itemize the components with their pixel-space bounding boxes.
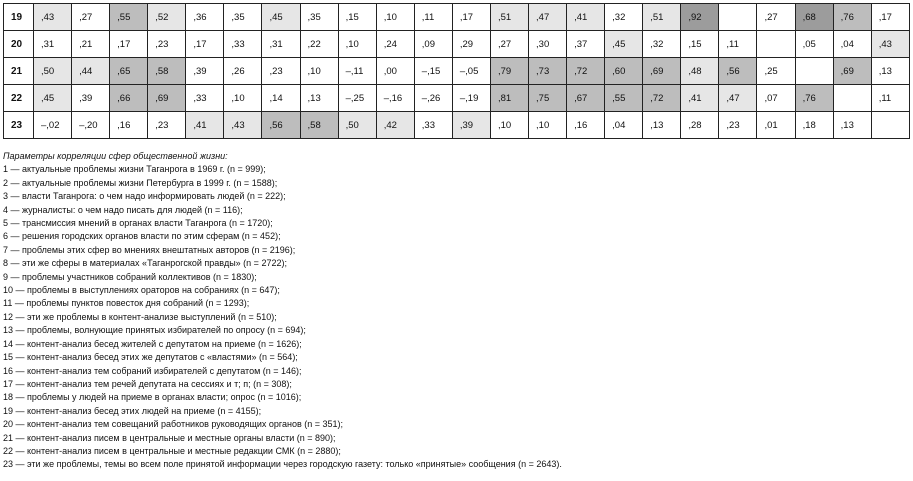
table-cell: ,23 xyxy=(148,31,186,58)
table-cell: ,72 xyxy=(643,85,681,112)
row-label: 20 xyxy=(4,31,34,58)
table-cell: ,35 xyxy=(300,4,338,31)
legend-item: 13 — проблемы, волнующие принятых избирателей по опросу (n = 694); xyxy=(3,325,306,336)
table-cell: ,73 xyxy=(529,58,567,85)
table-cell: ,92 xyxy=(681,4,719,31)
legend-item: 7 — проблемы этих сфер во мнениях внештатных авторов (n = 2196); xyxy=(3,244,296,255)
table-cell: ,31 xyxy=(262,31,300,58)
legend-item: 10 — проблемы в выступлениях ораторов на собраниях (n = 647); xyxy=(3,285,280,296)
table-cell: ,45 xyxy=(605,31,643,58)
table-cell: ,27 xyxy=(490,31,528,58)
table-row xyxy=(4,58,910,85)
table-cell: ,47 xyxy=(719,85,757,112)
row-label: 23 xyxy=(4,112,34,139)
table-cell: –,25 xyxy=(338,85,376,112)
table-cell: ,10 xyxy=(490,112,528,139)
table-cell: ,07 xyxy=(757,85,795,112)
table-cell: ,37 xyxy=(567,31,605,58)
table-cell: ,76 xyxy=(795,85,833,112)
table-cell: ,16 xyxy=(567,112,605,139)
table-cell: ,66 xyxy=(110,85,148,112)
table-cell: ,13 xyxy=(833,112,871,139)
table-cell: ,33 xyxy=(414,112,452,139)
table-cell: ,26 xyxy=(224,58,262,85)
table-cell: ,04 xyxy=(605,112,643,139)
table-cell: ,25 xyxy=(757,58,795,85)
table-cell: ,23 xyxy=(719,112,757,139)
table-cell: ,24 xyxy=(376,31,414,58)
table-cell: ,41 xyxy=(681,85,719,112)
table-cell: ,56 xyxy=(262,112,300,139)
table-row xyxy=(4,31,910,58)
table-cell: ,50 xyxy=(34,58,72,85)
table-cell: ,27 xyxy=(72,4,110,31)
table-cell: –,02 xyxy=(34,112,72,139)
table-cell: –,05 xyxy=(452,58,490,85)
table-cell: ,42 xyxy=(376,112,414,139)
table-cell: ,11 xyxy=(871,85,909,112)
legend xyxy=(3,150,908,472)
legend-item: 23 — эти же проблемы, темы во всем поле принятой информации через городскую газету: только «принятые» сообщения (n = 2643). xyxy=(3,459,562,470)
table-cell: ,11 xyxy=(414,4,452,31)
table-row xyxy=(4,4,910,31)
table-cell: ,75 xyxy=(529,85,567,112)
table-row xyxy=(4,85,910,112)
table-cell: ,01 xyxy=(757,112,795,139)
table-cell: ,72 xyxy=(567,58,605,85)
table-cell xyxy=(795,58,833,85)
table-cell: ,58 xyxy=(300,112,338,139)
table-cell: ,39 xyxy=(72,85,110,112)
legend-item: 6 — решения городских органов власти по этим сферам (n = 452); xyxy=(3,231,281,242)
legend-item: 12 — эти же проблемы в контент-анализе выступлений (n = 510); xyxy=(3,311,277,322)
table-cell: ,17 xyxy=(452,4,490,31)
legend-item: 22 — контент-анализ писем в центральные и местные редакции СМК (n = 2880); xyxy=(3,445,341,456)
table-cell: ,43 xyxy=(871,31,909,58)
table-cell: ,56 xyxy=(719,58,757,85)
table-cell: ,69 xyxy=(148,85,186,112)
table-cell: –,20 xyxy=(72,112,110,139)
table-cell xyxy=(719,4,757,31)
table-cell: ,10 xyxy=(376,4,414,31)
table-cell: ,76 xyxy=(833,4,871,31)
table-cell: ,28 xyxy=(681,112,719,139)
table-cell: ,44 xyxy=(72,58,110,85)
table-cell: ,32 xyxy=(643,31,681,58)
table-cell: ,27 xyxy=(757,4,795,31)
table-cell: ,10 xyxy=(224,85,262,112)
correlation-table xyxy=(3,3,910,139)
table-cell: ,00 xyxy=(376,58,414,85)
table-cell xyxy=(871,112,909,139)
legend-item: 11 — проблемы пунктов повесток дня собраний (n = 1293); xyxy=(3,298,250,309)
table-cell: ,17 xyxy=(871,4,909,31)
table-cell: ,05 xyxy=(795,31,833,58)
legend-item: 21 — контент-анализ писем в центральные и местные органы власти (n = 890); xyxy=(3,432,336,443)
table-cell: ,04 xyxy=(833,31,871,58)
table-cell: ,45 xyxy=(262,4,300,31)
table-cell: ,69 xyxy=(833,58,871,85)
table-cell: ,11 xyxy=(719,31,757,58)
table-cell: –,11 xyxy=(338,58,376,85)
table-cell: ,15 xyxy=(338,4,376,31)
table-cell: –,16 xyxy=(376,85,414,112)
table-cell: ,52 xyxy=(148,4,186,31)
table-cell: ,47 xyxy=(529,4,567,31)
table-cell: ,45 xyxy=(34,85,72,112)
table-cell: ,23 xyxy=(262,58,300,85)
table-cell: ,51 xyxy=(643,4,681,31)
table-cell: ,43 xyxy=(224,112,262,139)
table-cell: ,39 xyxy=(186,58,224,85)
legend-item: 1 — актуальные проблемы жизни Таганрога в 1969 г. (n = 999); xyxy=(3,164,266,175)
table-cell: ,13 xyxy=(871,58,909,85)
table-cell: –,26 xyxy=(414,85,452,112)
table-cell: ,22 xyxy=(300,31,338,58)
table-cell: ,10 xyxy=(300,58,338,85)
legend-item: 20 — контент-анализ тем совещаний работников руководящих органов (n = 351); xyxy=(3,419,344,430)
table-cell: ,29 xyxy=(452,31,490,58)
table-cell: ,41 xyxy=(567,4,605,31)
table-row xyxy=(4,112,910,139)
table-cell: ,10 xyxy=(529,112,567,139)
legend-item: 4 — журналисты: о чем надо писать для людей (n = 116); xyxy=(3,204,243,215)
table-cell: ,69 xyxy=(643,58,681,85)
table-cell: ,17 xyxy=(110,31,148,58)
table-cell: ,35 xyxy=(224,4,262,31)
legend-title: Параметры корреляции сфер общественной жизни: xyxy=(3,151,228,161)
table-cell: ,17 xyxy=(186,31,224,58)
table-cell: ,48 xyxy=(681,58,719,85)
table-cell: ,68 xyxy=(795,4,833,31)
legend-item: 3 — власти Таганрога: о чем надо информировать людей (n = 222); xyxy=(3,191,286,202)
table-cell xyxy=(833,85,871,112)
table-cell: ,60 xyxy=(605,58,643,85)
legend-item: 9 — проблемы участников собраний коллективов (n = 1830); xyxy=(3,271,257,282)
table-cell: ,13 xyxy=(300,85,338,112)
table-cell: –,19 xyxy=(452,85,490,112)
legend-item: 14 — контент-анализ бесед жителей с депутатом на приеме (n = 1626); xyxy=(3,338,302,349)
table-cell: ,10 xyxy=(338,31,376,58)
table-cell xyxy=(757,31,795,58)
row-label: 19 xyxy=(4,4,34,31)
table-cell: ,55 xyxy=(110,4,148,31)
table-cell: ,14 xyxy=(262,85,300,112)
table-cell: ,41 xyxy=(186,112,224,139)
table-cell: ,30 xyxy=(529,31,567,58)
table-cell: ,51 xyxy=(490,4,528,31)
legend-item: 2 — актуальные проблемы жизни Петербурга в 1999 г. (n = 1588); xyxy=(3,177,278,188)
table-cell: ,39 xyxy=(452,112,490,139)
table-cell: ,36 xyxy=(186,4,224,31)
legend-item: 19 — контент-анализ бесед этих людей на приеме (n = 4155); xyxy=(3,405,262,416)
table-cell: ,23 xyxy=(148,112,186,139)
table-cell: ,21 xyxy=(72,31,110,58)
table-cell: ,81 xyxy=(490,85,528,112)
legend-item: 5 — трансмиссия мнений в органах власти Таганрога (n = 1720); xyxy=(3,218,273,229)
legend-item: 15 — контент-анализ бесед этих же депутатов с «властями» (n = 564); xyxy=(3,352,298,363)
table-cell: ,67 xyxy=(567,85,605,112)
row-label: 21 xyxy=(4,58,34,85)
legend-item: 16 — контент-анализ тем собраний избирателей с депутатом (n = 146); xyxy=(3,365,302,376)
table-cell: ,55 xyxy=(605,85,643,112)
row-label: 22 xyxy=(4,85,34,112)
table-cell: ,16 xyxy=(110,112,148,139)
table-cell: ,15 xyxy=(681,31,719,58)
table-cell: ,18 xyxy=(795,112,833,139)
table-cell: ,31 xyxy=(34,31,72,58)
table-cell: ,33 xyxy=(186,85,224,112)
legend-item: 18 — проблемы у людей на приеме в органах власти; опрос (n = 1016); xyxy=(3,392,302,403)
legend-list xyxy=(3,163,908,471)
table-cell: ,43 xyxy=(34,4,72,31)
table-cell: ,65 xyxy=(110,58,148,85)
legend-item: 17 — контент-анализ тем речей депутата на сессиях и т; п; (n = 308); xyxy=(3,378,292,389)
table-cell: ,32 xyxy=(605,4,643,31)
legend-item: 8 — эти же сферы в материалах «Таганрогской правды» (n = 2722); xyxy=(3,258,287,269)
table-cell: ,09 xyxy=(414,31,452,58)
correlation-table-body xyxy=(4,4,910,139)
table-cell: ,79 xyxy=(490,58,528,85)
table-cell: –,15 xyxy=(414,58,452,85)
table-cell: ,33 xyxy=(224,31,262,58)
table-cell: ,13 xyxy=(643,112,681,139)
table-cell: ,58 xyxy=(148,58,186,85)
table-cell: ,50 xyxy=(338,112,376,139)
